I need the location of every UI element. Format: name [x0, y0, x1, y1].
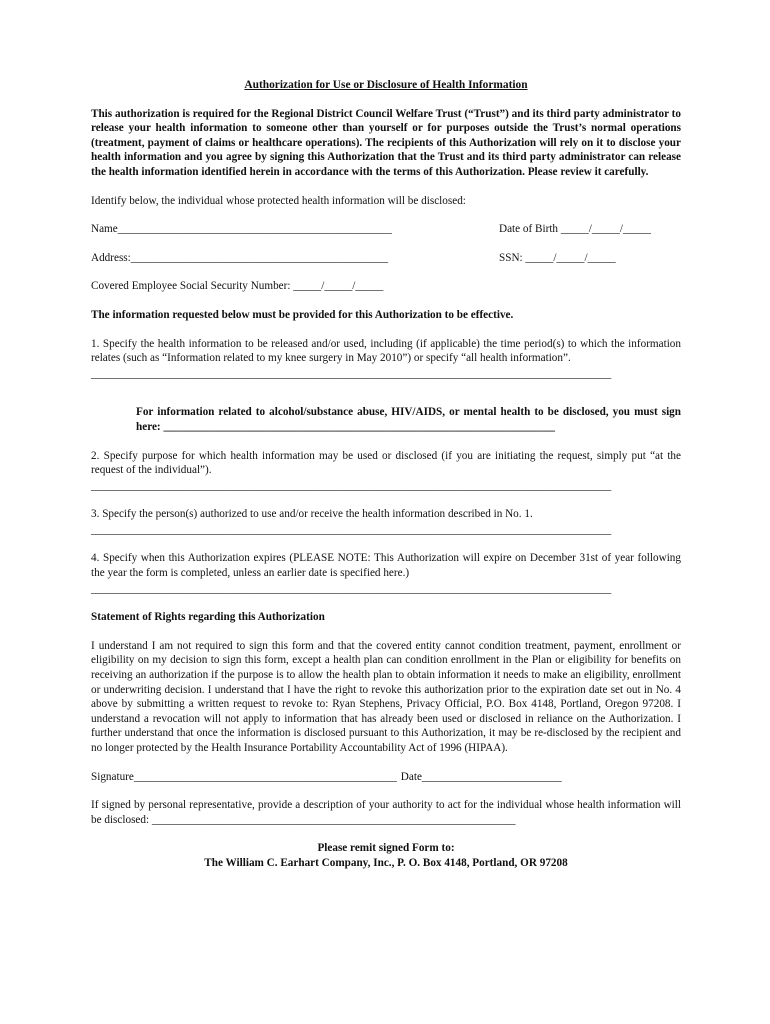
rights-heading: Statement of Rights regarding this Authorization — [91, 611, 325, 624]
form-title: Authorization for Use or Disclosure of Health Information — [244, 79, 528, 91]
rights-text: I understand I am not required to sign this form and that the covered entity cannot condition treatment, payment, enrollment or eligibility on my decision to sign this form, except a health plan can condition enrollment in the Plan or eligibility for benefits on receiving an authorization if the purpose is to allow the health plan to obtain information it needs to make an eligibility, enrollment or underwriting decision. I understand that I have the right to revoke this authorization prior to the expiration date set out in No. 4 above by submitting a written request to revoke to: Ryan Stephens, Privacy Official, P.O. Box 4148, Portland, Oregon 97208. I understand a revocation will not apply to information that has already been used or disclosed in reliance on the Authorization. I further understand that once the information is disclosed pursuant to this Authorization, it may be re-disclosed by the recipient and no longer protected by the Health Insurance Portability Accountability Act of 1996 (HIPAA). — [91, 639, 681, 754]
item-3-blank[interactable]: _____________________________________________________________________________________________ — [91, 523, 612, 536]
item-4-text: 4. Specify when this Authorization expires (PLEASE NOTE: This Authorization will expire on December 31st of year following the year the form is completed, unless an earlier date is specified here.) — [91, 552, 681, 580]
item-2-text: 2. Specify purpose for which health information may be used or disclosed (if you are initiating the request, simply put “at the request of the individual”). — [91, 449, 681, 477]
covered-ssn-field[interactable]: Covered Employee Social Security Number: _____/_____/_____ — [91, 280, 384, 293]
item-4-blank[interactable]: _____________________________________________________________________________________________ — [91, 582, 612, 595]
signature-field[interactable]: Signature_______________________________________________ — [91, 770, 397, 783]
sensitive-info-signature[interactable]: For information related to alcohol/substance abuse, HIV/AIDS, or mental health to be disclosed, you must sign here: ______________________________________________________________________ — [136, 406, 681, 433]
remit-heading: Please remit signed Form to: — [317, 842, 455, 855]
item-1-text: 1. Specify the health information to be released and/or used, including (if applicable) the time period(s) to which the information relates (such as “Information related to my knee surgery in May 2010”) or specify “all health information”. — [91, 337, 681, 365]
address-ssn-row — [91, 251, 681, 266]
signature-row — [91, 770, 681, 785]
item-1-blank[interactable]: _____________________________________________________________________________________________ — [91, 367, 612, 380]
item-2-blank[interactable]: _____________________________________________________________________________________________ — [91, 479, 612, 492]
representative-field[interactable]: If signed by personal representative, provide a description of your authority to act for the individual whose health information will be disclosed: _________________________________________________________________ — [91, 799, 681, 826]
required-notice: The information requested below must be provided for this Authorization to be effective. — [91, 308, 514, 321]
dob-field[interactable]: Date of Birth _____/_____/_____ — [499, 223, 651, 236]
identify-instruction: Identify below, the individual whose protected health information will be disclosed: — [91, 194, 466, 207]
date-field[interactable]: Date_________________________ — [400, 770, 562, 783]
intro-paragraph: This authorization is required for the Regional District Council Welfare Trust (“Trust”) and its third party administrator to release your health information to someone other than yourself or for purposes outside the Trust’s normal operations (treatment, payment of claims or healthcare operations). The recipients of this Authorization will rely on it to disclose your health information and you agree by signing this Authorization that the Trust and its third party administrator can release the health information identified herein in accordance with the terms of this Authorization. Please review it carefully. — [91, 107, 681, 178]
authorization-form — [91, 78, 681, 871]
name-field[interactable]: Name_________________________________________________ — [91, 223, 392, 236]
name-dob-row — [91, 222, 681, 237]
remit-address: The William C. Earhart Company, Inc., P. O. Box 4148, Portland, OR 97208 — [204, 856, 568, 869]
address-field[interactable]: Address:______________________________________________ — [91, 251, 389, 264]
item-3-text: 3. Specify the person(s) authorized to use and/or receive the health information described in No. 1. — [91, 508, 533, 521]
ssn-field[interactable]: SSN: _____/_____/_____ — [499, 251, 616, 264]
